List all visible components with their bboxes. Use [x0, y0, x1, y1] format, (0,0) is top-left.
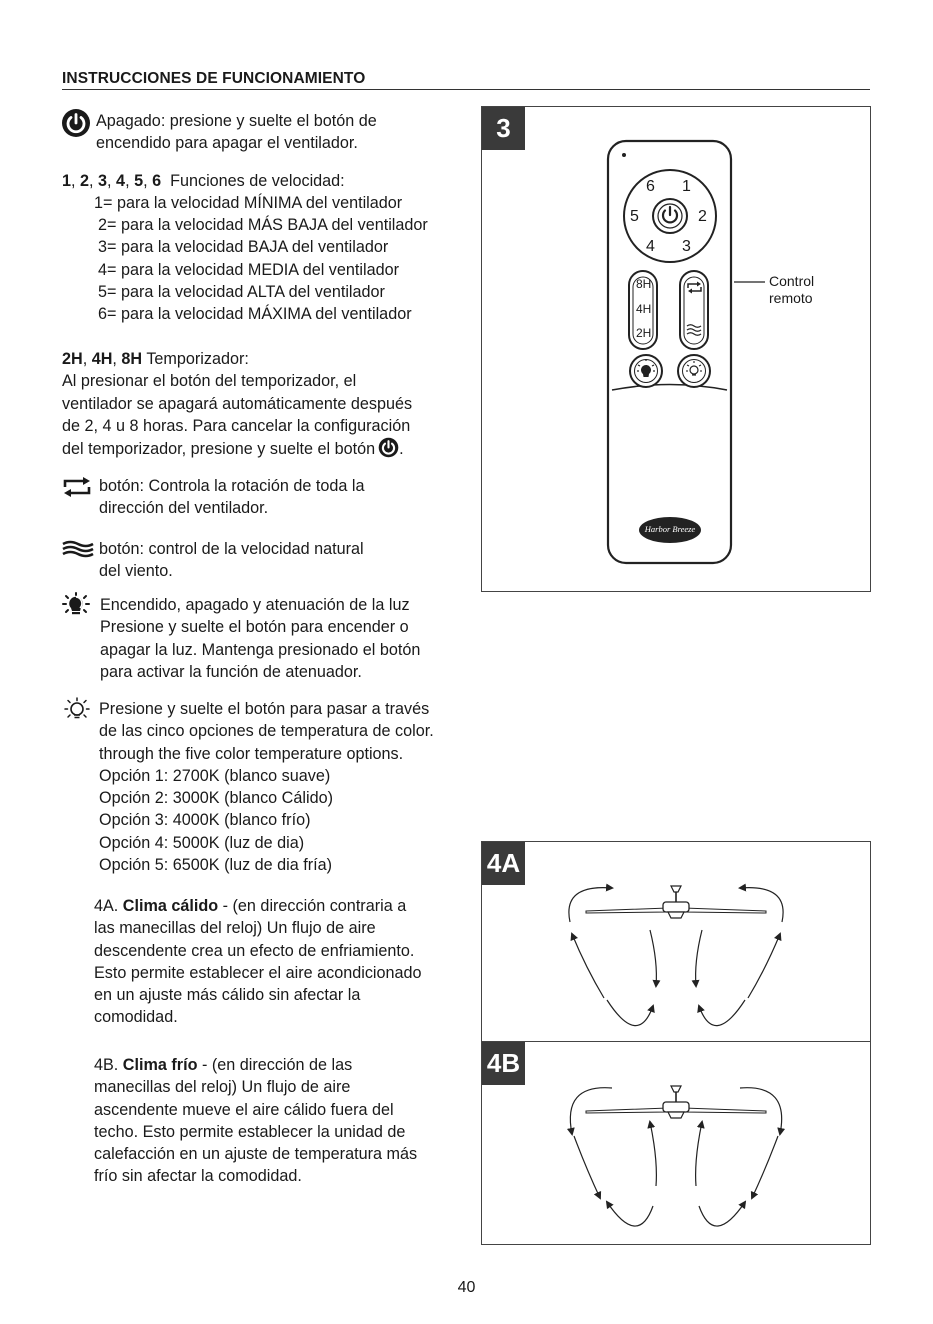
- breeze-icon: [62, 540, 94, 558]
- speed-list: 2= para la velocidad MÁS BAJA del ventilador 3= para la velocidad BAJA del ventilador 4= para la velocidad MEDIA del ventilador 5= para la velocidad ALTA del ventilador 6= para la velocidad MÁXIMA del ventilador: [98, 216, 428, 324]
- speed-item: 1= para la velocidad MÍNIMA del ventilador: [94, 194, 403, 212]
- dial-number: 6: [646, 178, 655, 195]
- power-icon: [61, 108, 91, 138]
- remote-callout-label: Control remoto: [769, 273, 815, 306]
- ceiling-fan-4a: [586, 886, 766, 918]
- dial-number: 5: [630, 208, 639, 225]
- ceiling-fan-4b: [586, 1086, 766, 1118]
- figure-badge: 3: [482, 107, 525, 150]
- power-icon: [378, 437, 399, 458]
- breeze-description: botón: control de la velocidad natural del viento.: [99, 540, 364, 581]
- color-temperature-description: Presione y suelte el botón para pasar a través de las cinco opciones de temperatura de color. through the five color temperature options. Opción 1: 2700K (blanco suave) Opción 2: 3000K (blanco Cálido) Opción 3: 4000K (blanco frío) Opción 4: 5000K (luz de dia) Opción 5: 6500K (luz de dia fría): [99, 700, 434, 875]
- dial-number: 1: [682, 178, 691, 195]
- figure-3-remote: [481, 106, 871, 592]
- airflow-illustration: [482, 842, 870, 1244]
- brand-logo: Harbor Breeze: [644, 524, 696, 534]
- light-icon: [62, 592, 90, 618]
- remote-illustration: [482, 107, 870, 591]
- color-temperature-icon: [64, 697, 90, 723]
- dial-number: 4: [646, 238, 655, 255]
- figure-badge: 4A: [482, 842, 525, 885]
- figure-badge: 4B: [482, 1042, 525, 1085]
- power-description: Apagado: presione y suelte el botón de encendido para apagar el ventilador.: [96, 112, 377, 153]
- cool-climate-description: 4B. Clima frío - (en dirección de las manecillas del reloj) Un flujo de aire ascendente mueve el aire cálido fuera del techo. Esto permite establecer la unidad de calefacción en un ajuste de temperatura más frío sin afectar la comodidad.: [94, 1056, 418, 1186]
- reverse-icon: [62, 476, 92, 498]
- timer-8h-label: 8H: [636, 277, 652, 291]
- section-title: INSTRUCCIONES DE FUNCIONAMIENTO: [62, 70, 366, 87]
- warm-climate-description: 4A. Clima cálido - (en dirección contraria a las manecillas del reloj) Un flujo de aire descendente crea un efecto de enfriamiento. Esto permite establecer el aire acondicionado en un ajuste más cálido sin afectar la comodidad.: [94, 897, 422, 1027]
- timer-4h-label: 4H: [636, 302, 652, 316]
- title-rule: [62, 89, 870, 90]
- page-number: 40: [457, 1279, 476, 1296]
- timer-2h-label: 2H: [636, 326, 652, 340]
- dial-number: 3: [682, 238, 691, 255]
- timer-section: 2H, 4H, 8H Temporizador: Al presionar el botón del temporizador, el ventilador se apagará automáticamente después de 2, 4 u 8 horas. Para cancelar la configuración del temporizador, presione y suelte el botón .: [62, 350, 413, 459]
- figure-4-airflow: [481, 841, 871, 1245]
- light-description: Encendido, apagado y atenuación de la luz Presione y suelte el botón para encender o apagar la luz. Mantenga presionado el botón para activar la función de atenuador.: [100, 596, 421, 681]
- dial-number: 2: [698, 208, 707, 225]
- reverse-description: botón: Controla la rotación de toda la dirección del ventilador.: [99, 477, 365, 518]
- speed-heading: 1, 2, 3, 4, 5, 6 Funciones de velocidad:: [62, 172, 345, 190]
